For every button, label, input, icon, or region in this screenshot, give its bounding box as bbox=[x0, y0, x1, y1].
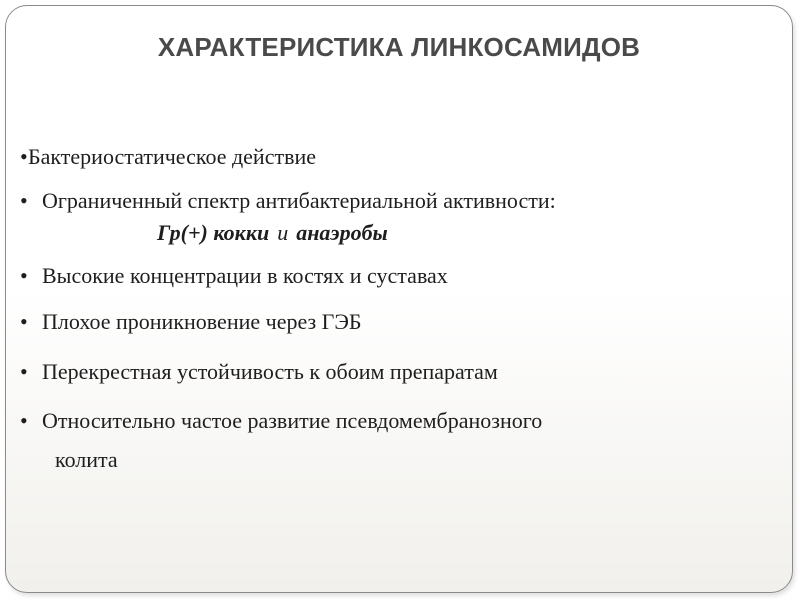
list-item-text: Перекрестная устойчивость к обоим препаратам bbox=[42, 359, 498, 384]
list-item-text: Бактериостатическое действие bbox=[28, 144, 317, 169]
list-item-continuation: колита bbox=[55, 447, 118, 472]
bullet-icon: • bbox=[20, 408, 28, 433]
list-item-text: Ограниченный спектр антибактериальной активности: bbox=[42, 188, 556, 213]
list-item-text: Плохое проникновение через ГЭБ bbox=[42, 309, 362, 334]
spectrum-gram-positive: Гр(+) кокки bbox=[157, 220, 270, 245]
list-item-text: Относительно частое развитие псевдомембранозного bbox=[42, 408, 543, 433]
list-item-text: Высокие концентрации в костях и суставах bbox=[42, 263, 448, 288]
spectrum-line bbox=[157, 219, 388, 247]
bullet-icon: • bbox=[20, 188, 28, 213]
list-item bbox=[20, 187, 556, 215]
bullet-icon: • bbox=[20, 263, 28, 288]
slide-frame bbox=[5, 5, 793, 593]
bullet-icon: • bbox=[20, 309, 28, 334]
bullet-icon: • bbox=[20, 144, 28, 169]
list-item bbox=[20, 308, 362, 336]
slide-title: ХАРАКТЕРИСТИКА ЛИНКОСАМИДОВ bbox=[157, 32, 641, 62]
spectrum-anaerobes: анаэробы bbox=[296, 220, 388, 245]
list-item bbox=[20, 407, 542, 435]
bullet-icon: • bbox=[20, 359, 28, 384]
list-item bbox=[20, 143, 316, 171]
list-item bbox=[20, 262, 448, 290]
spectrum-conjunction: и bbox=[277, 220, 289, 245]
list-item bbox=[20, 358, 498, 386]
